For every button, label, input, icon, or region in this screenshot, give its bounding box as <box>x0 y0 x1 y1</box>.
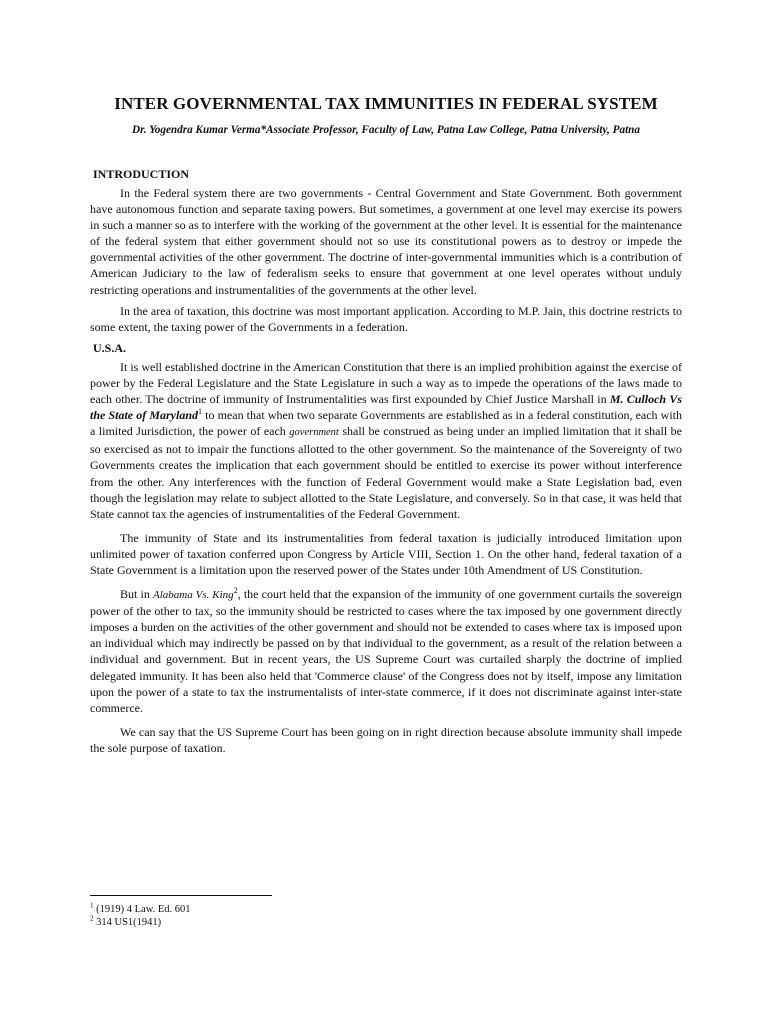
usa-paragraph-4: We can say that the US Supreme Court has been going on in right direction because absolute immunity shall impede the sole purpose of taxation. <box>90 724 682 755</box>
usa-paragraph-1 <box>90 359 682 522</box>
document-page <box>90 0 682 1024</box>
footnote-mark-1: 1 <box>90 901 94 910</box>
usa-paragraph-2: The immunity of State and its instrumentalities from federal taxation is judicially introduced limitation upon unlimited power of taxation conferred upon Congress by Article VIII, Section 1. On the other hand, federal taxation of a State Government is a limitation upon the reserved power of the States under 10th Amendment of US Constitution. <box>90 530 682 577</box>
footnote-ref-1: 1 <box>198 407 203 417</box>
footnotes <box>90 903 682 929</box>
footnote-2 <box>90 916 682 929</box>
footnote-divider <box>90 895 272 896</box>
section-heading-usa: U.S.A. <box>93 340 127 355</box>
usa-p1-text-b: to mean that when two separate Governments are established as in a federal constitution, each with a limited Jurisdiction, the power of each <box>90 408 683 439</box>
footnote-text-1: (1919) 4 Law. Ed. 601 <box>93 904 191 915</box>
case-name-alabama: Alabama Vs. King <box>153 589 234 602</box>
section-heading-introduction: INTRODUCTION <box>93 167 190 181</box>
footnote-1 <box>90 903 682 916</box>
usa-paragraph-3 <box>90 586 682 716</box>
usa-p1-italic-word: government <box>289 427 339 439</box>
author-line: Dr. Yogendra Kumar Verma*Associate Professor, Faculty of Law, Patna Law College, Patna University, Patna <box>131 124 640 136</box>
document-title: INTER GOVERNMENTAL TAX IMMUNITIES IN FEDERAL SYSTEM <box>114 94 658 113</box>
usa-p3-text-b: , the court held that the expansion of the immunity of one government curtails the sovereign power of the other to tax, so the immunity should be restricted to cases where the tax imposed by one government directly imposes a burden on the activities of the other government and should not be extended to cases where tax is imposed upon an individual which may indirectly be passed on by that individual to the government, as a result of the relation between a individual and government. But in recent years, the US Supreme Court was curtailed sharply the doctrine of implied delegated immunity. It has been also held that 'Commerce clause' of the Congress does not by itself, impose any limitation upon the power of a state to tax the instrumentalists of inter-state commerce, if it does not discriminate against inter-state commerce. <box>90 587 682 715</box>
case-name-mculloch: M. Culloch Vs the State of Maryland <box>90 392 682 423</box>
usa-p1-text-c: shall be construed as being under an implied limitation that it shall be so exercised as not to impair the functions allotted to the other government. So the maintenance of the Sovereignty of two Governments creates the implication that each government should be entitled to exercise its power without interference from the other. Any interferences with the function of Federal Government would make a State Legislation bad, even though the legislation may relate to subject allotted to the State Legislature, and conversely. So in that case, it was held that State cannot tax the agencies of instrumentalities of the Federal Government. <box>90 424 682 521</box>
intro-paragraph-2: In the area of taxation, this doctrine was most important application. According to M.P. Jain, this doctrine restricts to some extent, the taxing power of the Governments in a federation. <box>90 303 682 334</box>
intro-paragraph-1: In the Federal system there are two governments - Central Government and State Government. Both government have autonomous function and separate taxing powers. But sometimes, a government at one level may exercise its powers in such a manner so as to interfere with the working of the government at the other level. It is essential for the maintenance of the federal system that either government should not so use its constitutional powers as to destroy or impede the governmental activities of the other government. The doctrine of inter-governmental immunities which is a contribution of American Judiciary to the law of federalism seeks to ensure that government at one level operates without unduly restricting operations and instrumentalities of the governments at the other level. <box>90 186 682 297</box>
usa-p1-text-a: It is well established doctrine in the American Constitution that there is an implied prohibition against the exercise of power by the Federal Legislature and the State Legislature in such a way as to impede the operations of the laws made to each other. The doctrine of immunity of Instrumentalities was first expounded by Chief Justice Marshall in <box>90 359 682 407</box>
footnote-text-2: 314 US1(1941) <box>93 917 162 928</box>
footnote-ref-2: 2 <box>233 586 238 596</box>
document-body <box>90 166 682 756</box>
usa-p3-text-a: But in <box>120 587 153 602</box>
footnote-mark-2: 2 <box>90 914 94 923</box>
